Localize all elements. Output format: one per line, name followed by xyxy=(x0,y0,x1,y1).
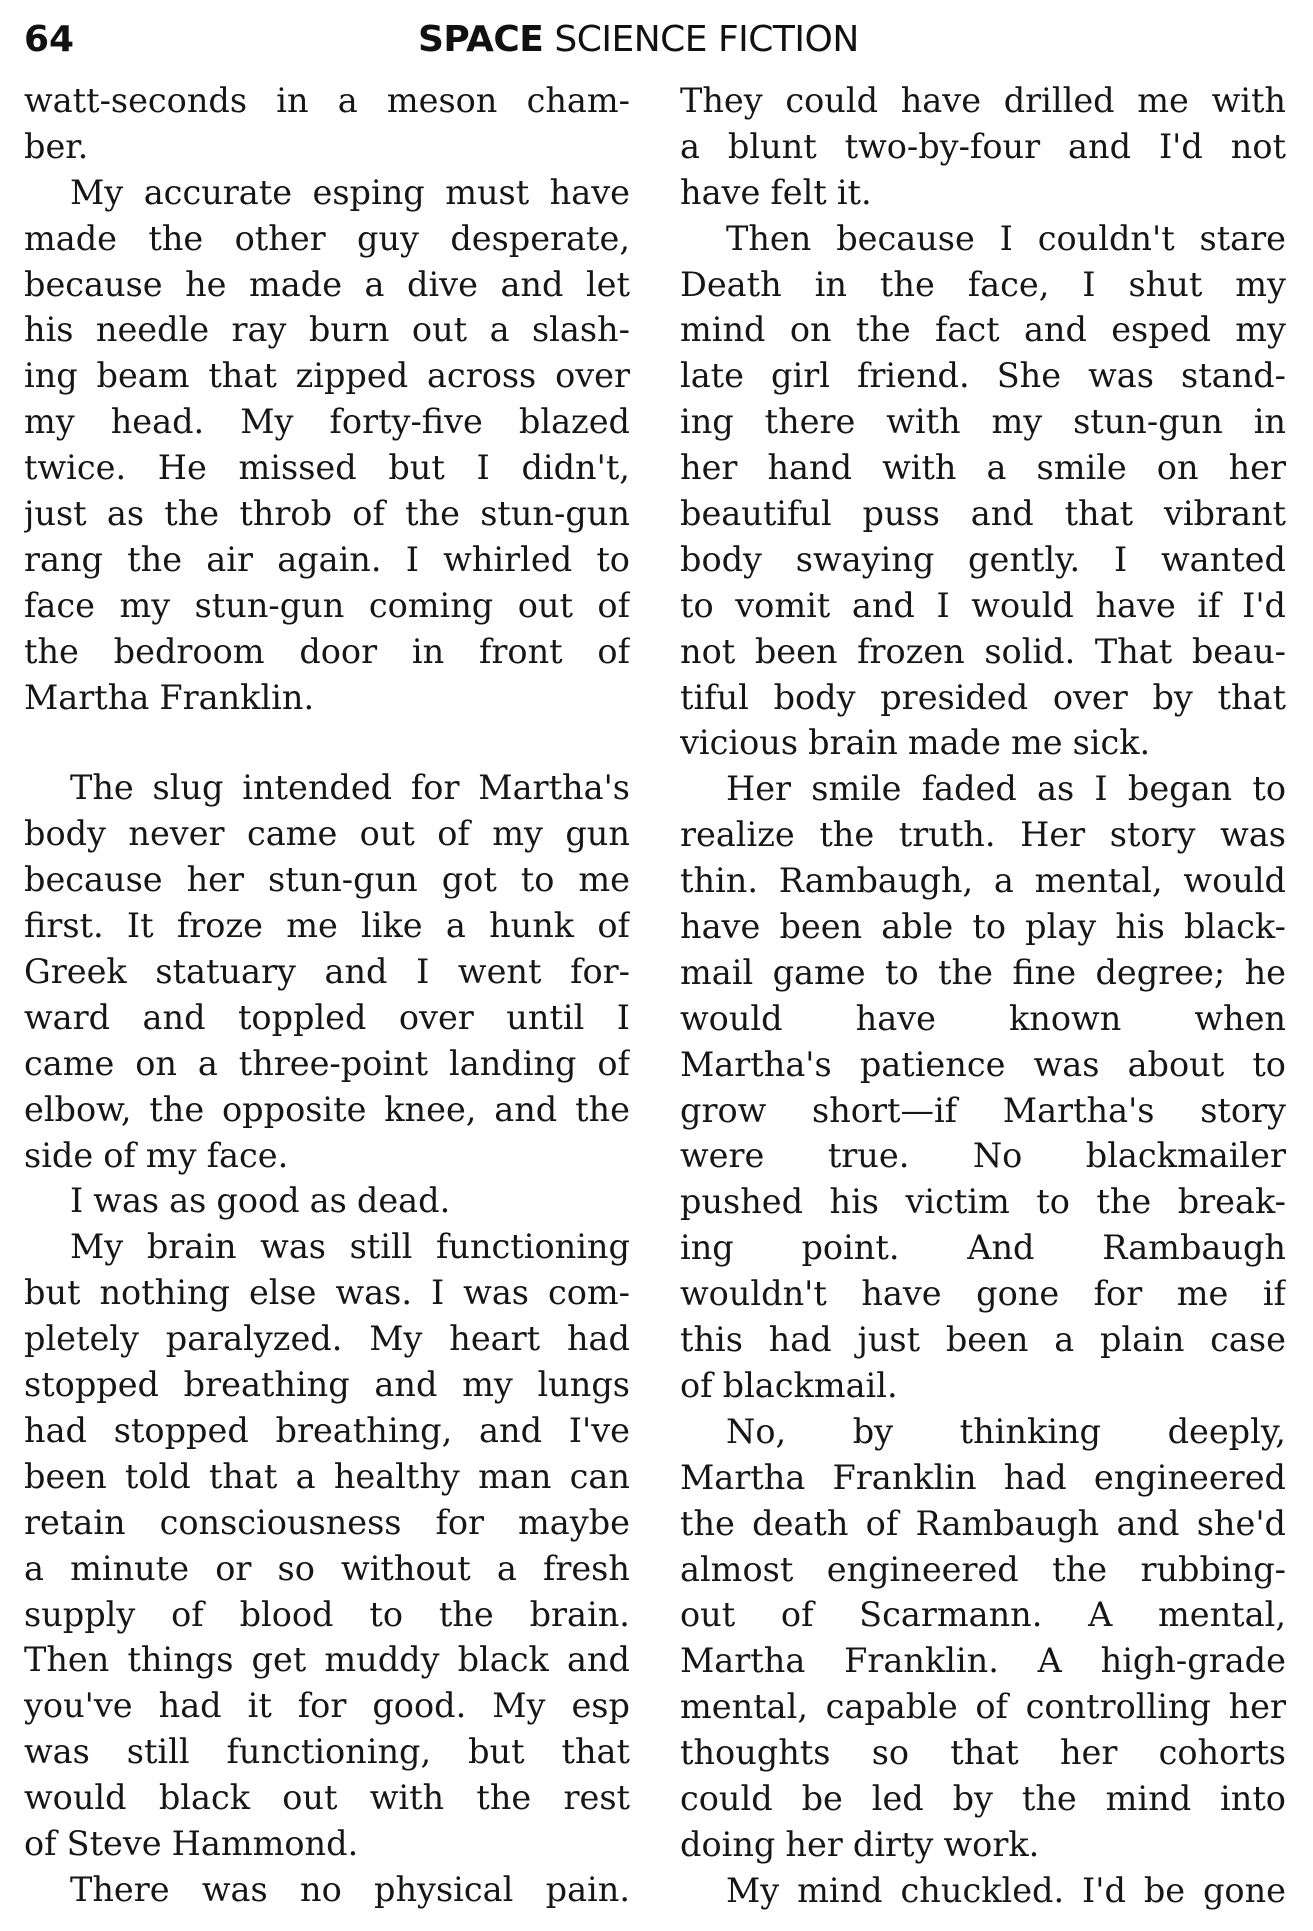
text-line: the death of Rambaugh and she'd xyxy=(680,1503,1286,1543)
text-line: of blackmail. xyxy=(680,1365,898,1405)
text-line: thin. Rambaugh, a mental, would xyxy=(680,861,1286,901)
running-head-bold: SPACE xyxy=(418,19,544,60)
text-line: elbow, the opposite knee, and the xyxy=(24,1089,630,1129)
text-line: No, by thinking deeply, xyxy=(726,1411,1286,1451)
text-line: a blunt two-by-four and I'd not xyxy=(680,126,1286,166)
text-line: came on a three-point landing of xyxy=(24,1043,630,1083)
text-line: side of my face. xyxy=(24,1135,289,1175)
text-line: have been able to play his black- xyxy=(680,907,1286,947)
text-line: wouldn't have gone for me if xyxy=(680,1274,1286,1314)
text-line: you've had it for good. My esp xyxy=(24,1686,630,1726)
text-line: grow short—if Martha's story xyxy=(680,1090,1286,1130)
text-column-left xyxy=(24,78,630,1913)
text-line: supply of blood to the brain. xyxy=(24,1594,630,1634)
text-line: could be led by the mind into xyxy=(680,1778,1286,1818)
text-line: Greek statuary and I went for- xyxy=(24,952,630,992)
text-line: Death in the face, I shut my xyxy=(680,264,1286,304)
text-line: Martha Franklin. A high-grade xyxy=(680,1641,1286,1681)
text-line: vicious brain made me sick. xyxy=(680,723,1151,763)
text-line: his needle ray burn out a slash- xyxy=(24,310,630,350)
text-line: They could have drilled me with xyxy=(680,81,1286,120)
text-line: Then things get muddy black and xyxy=(24,1640,630,1680)
text-line: because her stun-gun got to me xyxy=(24,860,630,900)
text-line: stopped breathing and my lungs xyxy=(24,1365,630,1405)
text-line: were true. No blackmailer xyxy=(680,1136,1286,1176)
page-number: 64 xyxy=(24,19,75,60)
text-line: just as the throb of the stun-gun xyxy=(24,494,630,534)
text-line: mind on the fact and esped my xyxy=(680,310,1286,350)
text-line: I was as good as dead. xyxy=(70,1181,451,1221)
text-line: out of Scarmann. A mental, xyxy=(680,1595,1286,1635)
text-line: but nothing else was. I was com- xyxy=(24,1273,630,1313)
text-line: rang the air again. I whirled to xyxy=(24,539,630,579)
text-line: to vomit and I would have if I'd xyxy=(680,585,1286,625)
text-line: this had just been a plain case xyxy=(680,1320,1286,1360)
text-line: retain consciousness for maybe xyxy=(24,1502,630,1542)
text-line: watt-seconds in a meson cham- xyxy=(24,81,630,120)
text-line: face my stun-gun coming out of xyxy=(24,585,630,625)
text-line: of Steve Hammond. xyxy=(24,1823,359,1863)
text-line: almost engineered the rubbing- xyxy=(680,1549,1286,1589)
text-line: My accurate esping must have xyxy=(70,172,630,212)
text-line: Martha's patience was about to xyxy=(680,1044,1286,1084)
text-line: My mind chuckled. I'd be gone xyxy=(726,1870,1286,1910)
text-line: was still functioning, but that xyxy=(24,1732,630,1772)
text-line: made the other guy desperate, xyxy=(24,218,630,258)
text-line: Martha Franklin. xyxy=(24,677,315,717)
text-line: thoughts so that her cohorts xyxy=(680,1733,1286,1773)
text-line: realize the truth. Her story was xyxy=(680,815,1286,855)
text-line: a minute or so without a fresh xyxy=(24,1548,630,1588)
text-line: ing beam that zipped across over xyxy=(24,356,630,396)
text-line: Martha Franklin had engineered xyxy=(680,1457,1286,1497)
text-line: ing point. And Rambaugh xyxy=(680,1228,1286,1268)
text-line: would black out with the rest xyxy=(24,1778,630,1818)
text-line: beautiful puss and that vibrant xyxy=(680,494,1286,534)
text-line: tiful body presided over by that xyxy=(680,677,1286,717)
text-line: had stopped breathing, and I've xyxy=(24,1410,630,1450)
running-head xyxy=(418,12,859,68)
text-line: body swaying gently. I wanted xyxy=(680,539,1286,579)
text-line: my head. My forty-five blazed xyxy=(24,402,630,442)
page-header xyxy=(24,12,1313,72)
text-line: My brain was still functioning xyxy=(70,1227,630,1267)
running-head-rest: SCIENCE FICTION xyxy=(554,19,859,60)
text-line: The slug intended for Martha's xyxy=(70,768,630,808)
text-line: late girl friend. She was stand- xyxy=(680,356,1286,396)
text-line: doing her dirty work. xyxy=(680,1824,1040,1864)
text-line: ward and toppled over until I xyxy=(24,997,630,1037)
text-line: mail game to the fine degree; he xyxy=(680,952,1286,992)
text-line: ing there with my stun-gun in xyxy=(680,402,1286,442)
text-line: There was no physical pain. xyxy=(70,1869,630,1909)
text-line: first. It froze me like a hunk of xyxy=(24,906,630,946)
text-column-right xyxy=(680,78,1286,1914)
text-line: would have known when xyxy=(680,998,1286,1038)
text-line: Her smile faded as I began to xyxy=(726,769,1286,809)
text-line: pushed his victim to the break- xyxy=(680,1182,1286,1222)
text-line: pletely paralyzed. My heart had xyxy=(24,1319,630,1359)
text-line: her hand with a smile on her xyxy=(680,448,1286,488)
text-line: ber. xyxy=(24,126,89,166)
text-line: twice. He missed but I didn't, xyxy=(24,448,630,488)
text-line: the bedroom door in front of xyxy=(24,631,630,671)
text-line: body never came out of my gun xyxy=(24,814,630,854)
text-line: Then because I couldn't stare xyxy=(726,218,1286,258)
text-line: have felt it. xyxy=(680,172,872,212)
text-line: been told that a healthy man can xyxy=(24,1456,630,1496)
text-line: because he made a dive and let xyxy=(24,264,630,304)
text-line: not been frozen solid. That beau- xyxy=(680,631,1286,671)
text-line: mental, capable of controlling her xyxy=(680,1687,1286,1727)
